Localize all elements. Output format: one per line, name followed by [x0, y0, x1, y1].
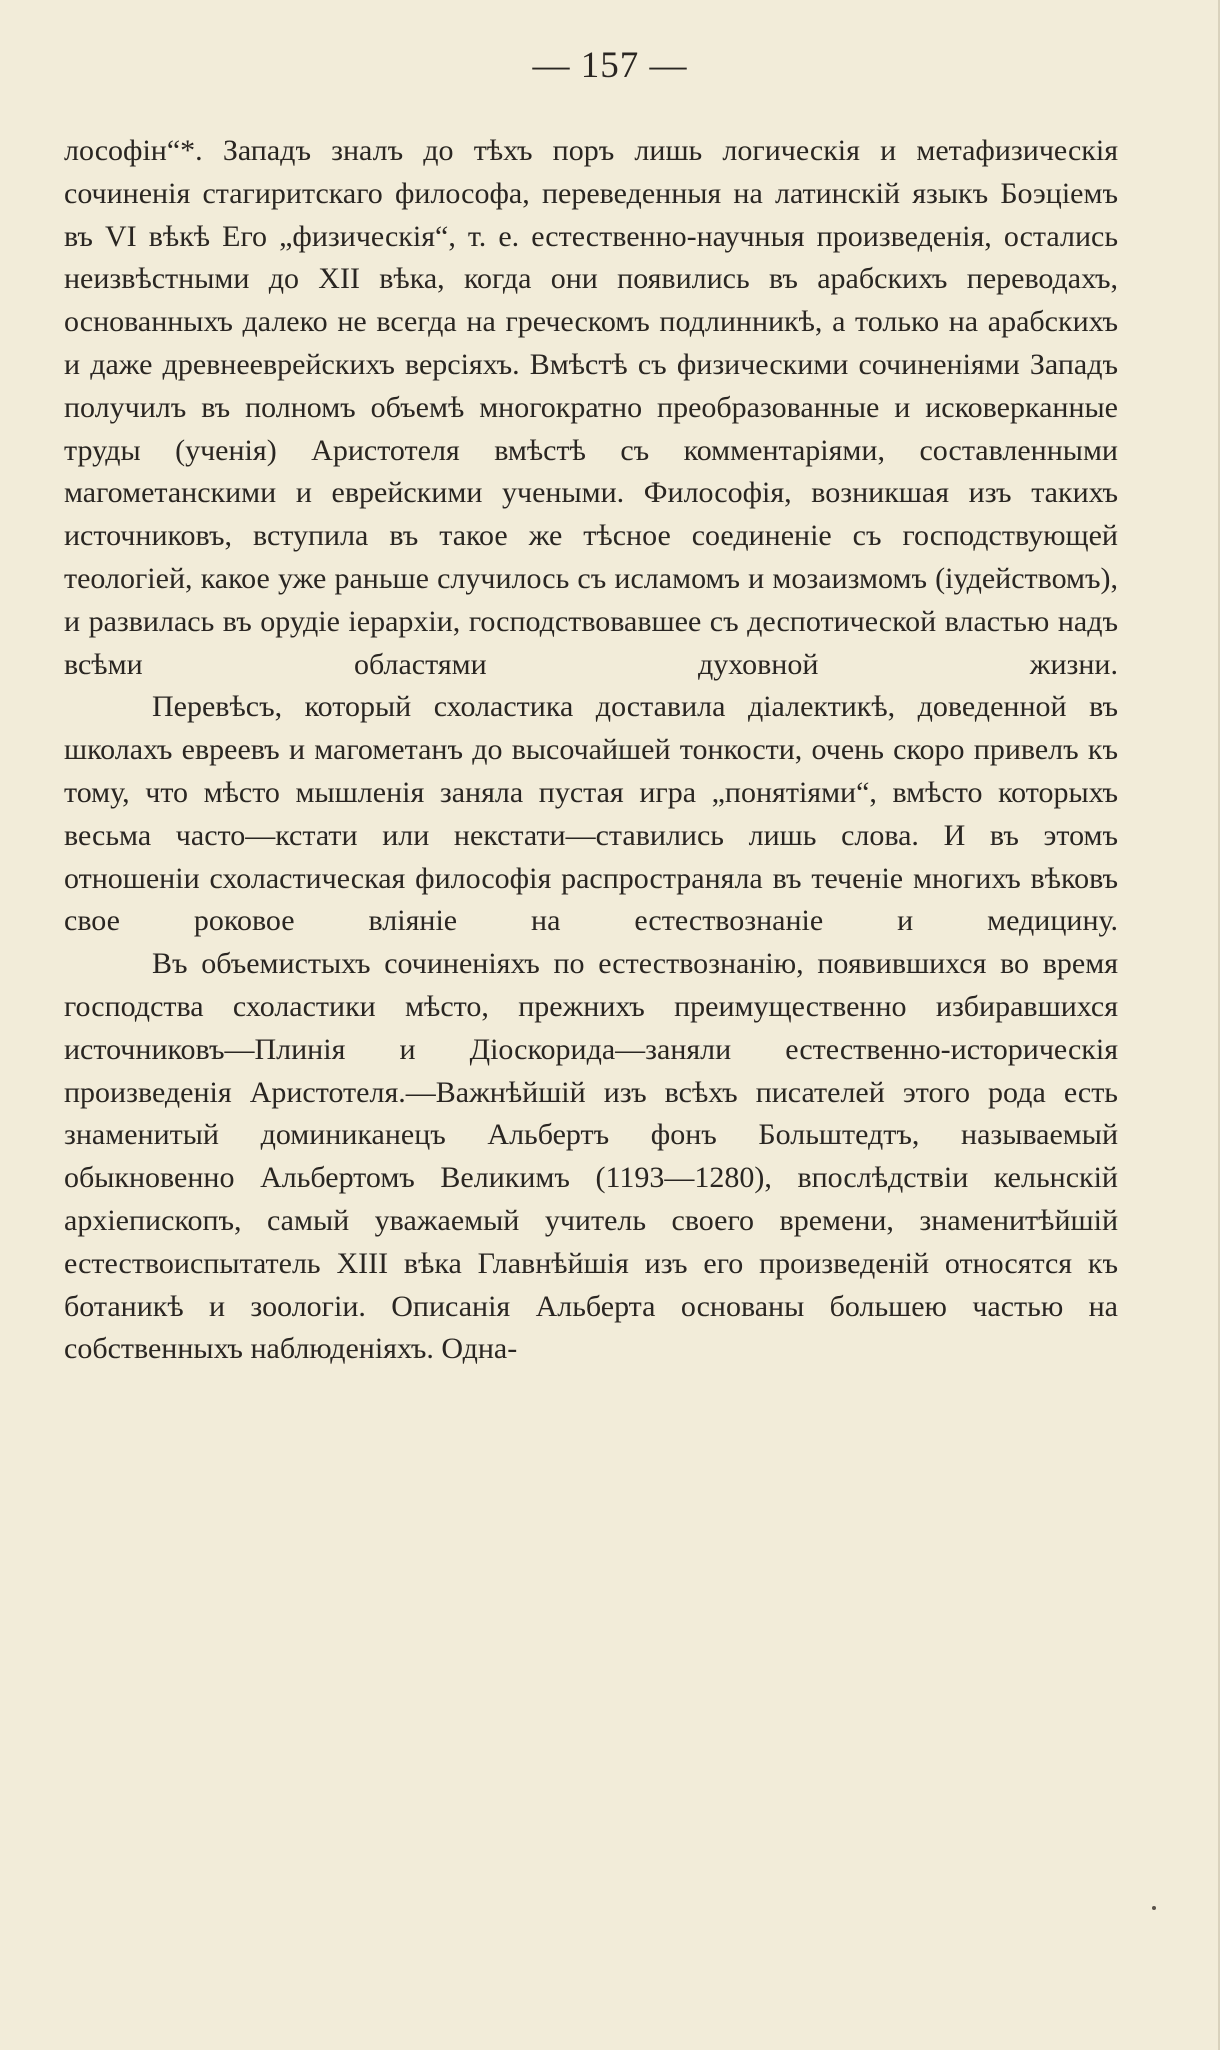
paragraph-2: Перевѣсъ, который схоластика доставила діалектикѣ, доведенной въ школахъ евреевъ и магометанъ до высочайшей тонкости, очень скоро привелъ къ тому, что мѣсто мышленія заняла пустая игра „понятіями“, вмѣсто которыхъ весьма часто—кстати или некстати—ставились лишь слова. И въ этомъ отношеніи схоластическая философія распространяла въ теченіе многихъ вѣковъ свое роковое вліяніе на естествознаніе и медицину. — [64, 690, 1118, 938]
body-text — [64, 130, 1118, 1371]
ink-speck — [1152, 1906, 1156, 1910]
paragraph-1: лософін“*. Западъ зналъ до тѣхъ поръ лишь логическія и метафизическія сочиненія стагиритскаго философа, переведенныя на латинскій языкъ Боэціемъ въ VI вѣкѣ Его „физическія“, т. е. естественно-научныя произведенія, остались неизвѣстными до XII вѣка, когда они появились въ арабскихъ переводахъ, основанныхъ далеко не всегда на греческомъ подлинникѣ, а только на арабскихъ и даже древнееврейскихъ версіяхъ. Вмѣстѣ съ физическими сочиненіями Западъ получилъ въ полномъ объемѣ многократно преобразованные и исковерканные труды (ученія) Аристотеля вмѣстѣ съ комментаріями, составленными магометанскими и еврейскими учеными. Философія, возникшая изъ такихъ источниковъ, вступила въ такое же тѣсное соединеніе съ господствующей теологіей, какое уже раньше случилось съ исламомъ и мозаизмомъ (іудействомъ), и развилась въ орудіе іерархіи, господствовавшее съ деспотической властью надъ всѣми областями духовной жизни. — [64, 134, 1118, 681]
paragraph-3: Въ объемистыхъ сочиненіяхъ по естествознанію, появившихся во время господства схоластики мѣсто, прежнихъ преимущественно избиравшихся источниковъ—Плинія и Діоскорида—заняли естественно-историческія произведенія Аристотеля.—Важнѣйшій изъ всѣхъ писателей этого рода есть знаменитый доминиканецъ Альбертъ фонъ Больштедтъ, называемый обыкновенно Альбертомъ Великимъ (1193—1280), впослѣдствіи кельнскій архіепископъ, самый уважаемый учитель своего времени, знаменитѣйшій естествоиспытатель XIII вѣка Главнѣйшія изъ его произведеній относятся къ ботаникѣ и зоологіи. Описанія Альберта основаны большею частью на собственныхъ наблюденіяхъ. Одна- — [64, 947, 1118, 1366]
page-number: — 157 — — [532, 45, 688, 86]
